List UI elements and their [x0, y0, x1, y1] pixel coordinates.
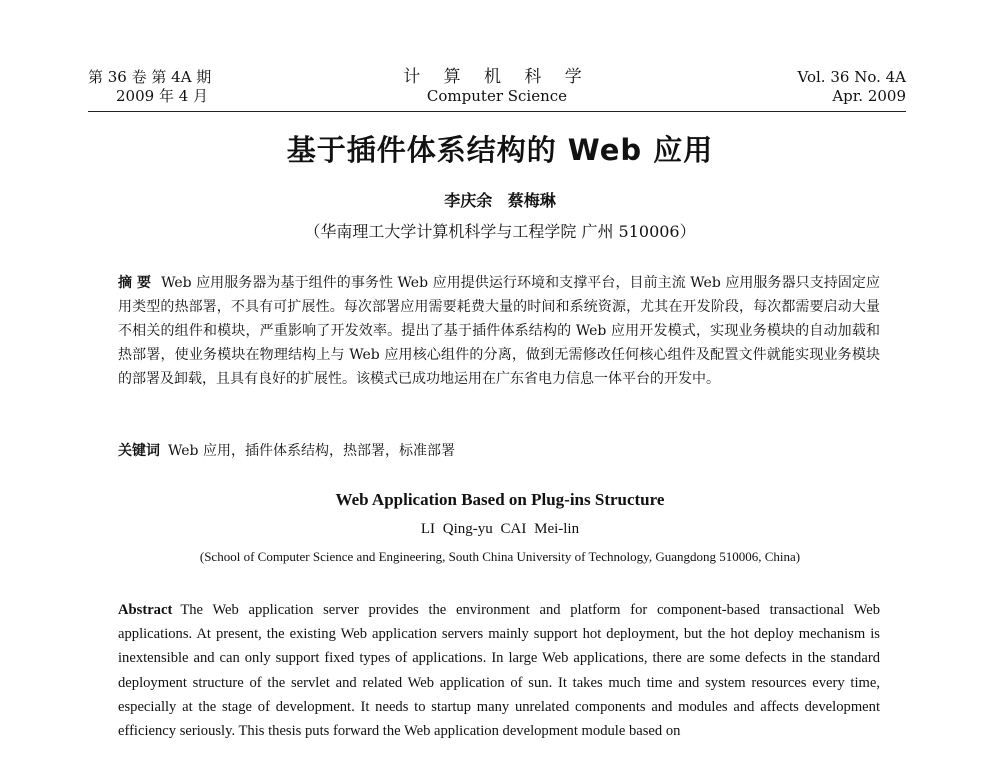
authors-cn: 李庆余 蔡梅琳: [444, 191, 556, 210]
authors-en: LI Qing-yu CAI Mei-lin: [420, 521, 580, 537]
paper-title-cn: 基于插件体系结构的 Web 应用: [286, 133, 714, 167]
abstract-en: [118, 598, 880, 743]
keywords-cn: [118, 439, 880, 463]
journal-name-cn: 计 算 机 科 学: [403, 67, 591, 87]
abstract-cn: [118, 271, 880, 391]
header-right: [798, 68, 906, 106]
date-cn: 2009 年 4 月: [116, 87, 209, 105]
abstract-label-cn: 摘 要: [118, 275, 152, 291]
keywords-text-cn: Web 应用，插件体系结构，热部署，标准部署: [168, 443, 455, 459]
header-rule: [88, 111, 906, 112]
paper-title-en: Web Application Based on Plug-ins Structure: [335, 490, 665, 509]
date-en: Apr. 2009: [832, 87, 906, 105]
running-header: [88, 68, 906, 112]
abstract-text-cn: Web 应用服务器为基于组件的事务性 Web 应用提供运行环境和支撑平台，目前主流 Web 应用服务器只支持固定应用类型的热部署，不具有可扩展性。每次部署应用需要耗费大量的时间和系统资源，尤其在开发阶段，每次都需要启动大量不相关的组件和模块，严重影响了开发效率。提出了基于插件体系结构的 Web 应用开发模式，实现业务模块的自动加载和热部署，使业务模块在物理结构上与 Web 应用核心组件的分离，做到无需修改任何核心组件及配置文件就能实现业务模块的部署及卸载，且具有良好的扩展性。该模式已成功地运用在广东省电力信息一体平台的开发中。: [118, 275, 880, 387]
volume-en: Vol. 36 No. 4A: [797, 68, 906, 86]
journal-name-en: Computer Science: [426, 87, 568, 105]
header-center: [88, 68, 906, 106]
affiliation-en: (School of Computer Science and Engineering, South China University of Technology, Guangdong 510006, China): [199, 549, 801, 564]
volume-cn: 第 36 卷 第 4A 期: [88, 68, 212, 86]
affiliation-cn: （华南理工大学计算机科学与工程学院 广州 510006）: [304, 222, 696, 241]
keywords-label-cn: 关键词: [118, 443, 160, 459]
abstract-text-en: The Web application server provides the environment and platform for component-based transactional Web applications. At present, the existing Web application servers mainly support hot deployment, but the hot deploy mechanism is inextensible and can only support fixed types of applications. In large Web applications, there are some defects in the standard deployment structure of the servlet and related Web application of sun. It takes much time and system resources every time, especially at the stage of development. It needs to startup many unrelated components and modules and affects development efficiency seriously. This thesis puts forward the Web application development module based on: [118, 602, 880, 740]
abstract-label-en: Abstract: [118, 602, 173, 618]
